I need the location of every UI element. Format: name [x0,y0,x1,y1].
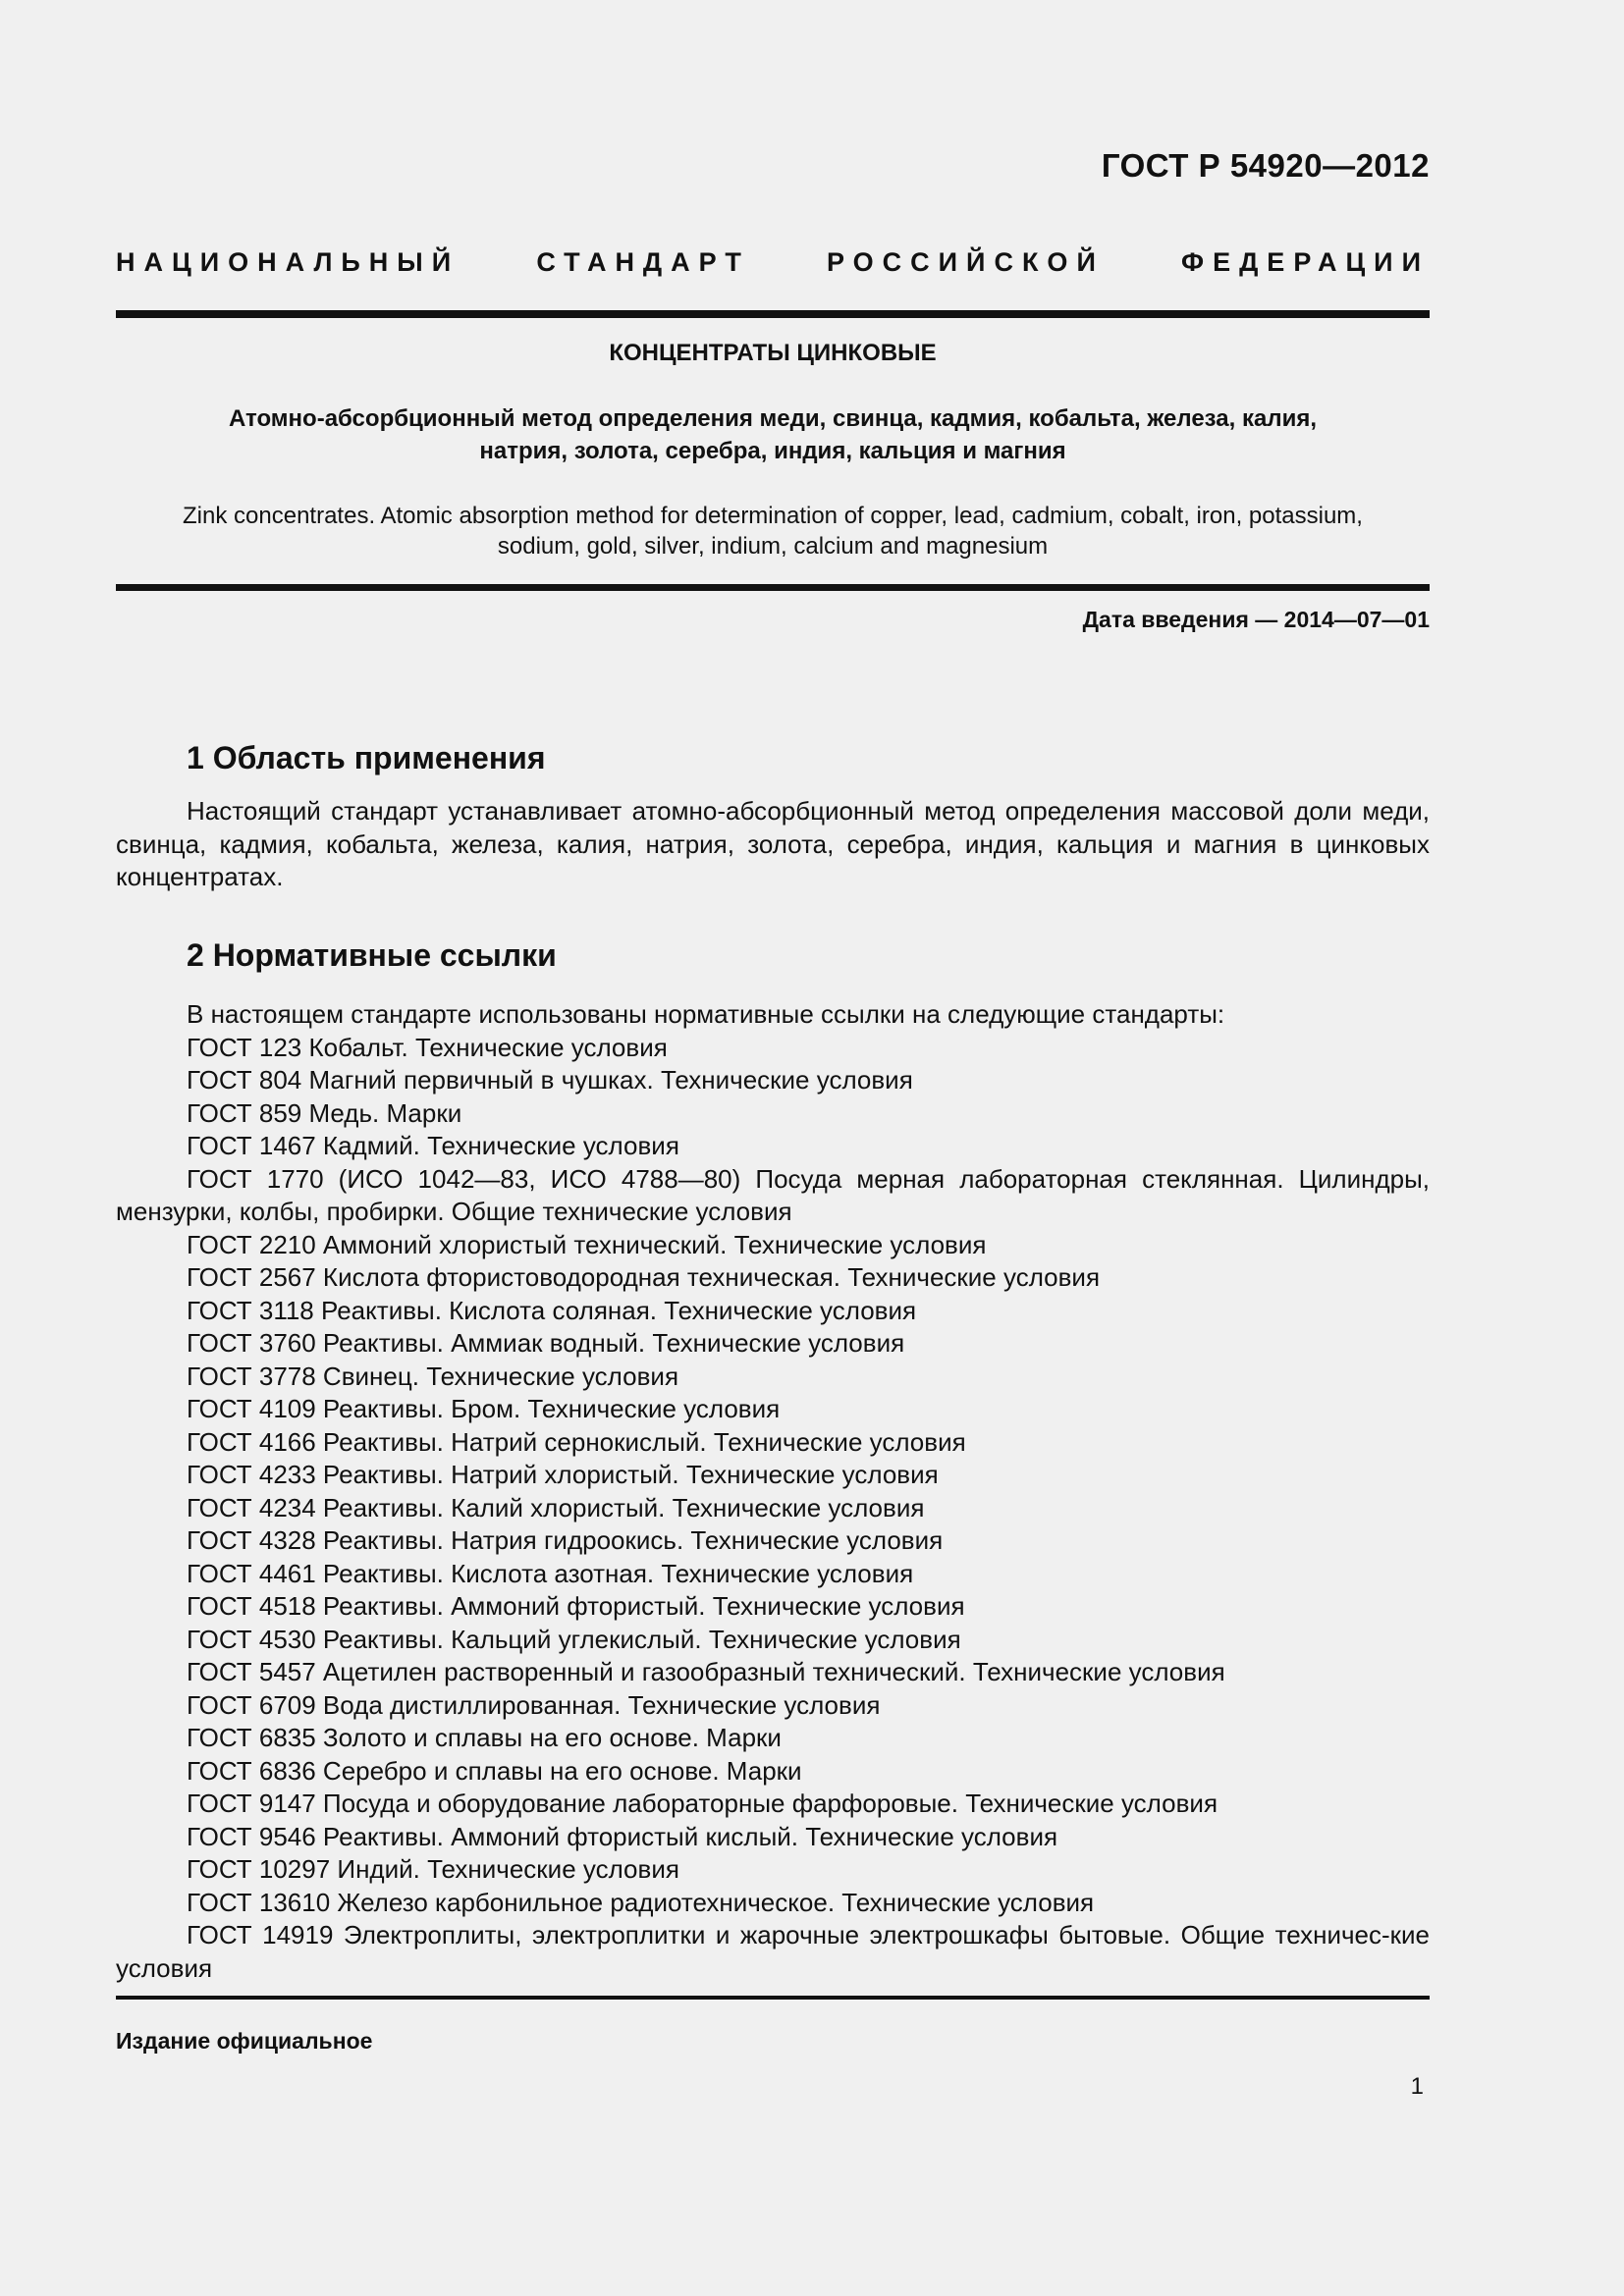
reference-item: ГОСТ 10297 Индий. Технические условия [187,1854,679,1884]
reference-item: ГОСТ 4109 Реактивы. Бром. Технические условия [187,1394,781,1423]
reference-item: ГОСТ 9147 Посуда и оборудование лабораторные фарфоровые. Технические условия [187,1789,1218,1818]
references-intro: В настоящем стандарте использованы нормативные ссылки на следующие стандарты: [187,999,1225,1029]
subtitle-russian-line-1: Атомно-абсорбционный метод определения меди, свинца, кадмия, кобальта, железа, калия, [229,405,1317,432]
national-standard-banner: НАЦИОНАЛЬНЫЙ СТАНДАРТ РОССИЙСКОЙ ФЕДЕРАЦИИ [116,247,1430,277]
section-1-heading: 1 Область применения [187,740,546,775]
subtitle-english-line-2: sodium, gold, silver, indium, calcium and magnesium [497,533,1049,560]
subtitle-russian [116,402,1430,467]
reference-item: ГОСТ 9546 Реактивы. Аммоний фтористый кислый. Технические условия [187,1821,1058,1851]
reference-item: ГОСТ 3778 Свинец. Технические условия [187,1361,679,1391]
official-edition-label: Издание официальное [116,2028,373,2054]
subtitle-english-line-1: Zink concentrates. Atomic absorption method for determination of copper, lead, cadmium, cobalt, iron, potassium, [183,503,1363,529]
middle-rule [116,584,1430,591]
reference-item: ГОСТ 859 Медь. Марки [187,1097,462,1128]
reference-item: ГОСТ 1770 (ИСО 1042—83, ИСО 4788—80) Посуда мерная лабораторная стеклянная. Цилиндры, мензурки, колбы, пробирки. Общие технические условия [116,1163,1430,1226]
reference-item: ГОСТ 14919 Электроплиты, электроплитки и жарочные электрошкафы бытовые. Общие техничес-кие условия [116,1920,1430,1983]
reference-item: ГОСТ 6709 Вода дистиллированная. Технические условия [187,1689,881,1720]
reference-item: ГОСТ 5457 Ацетилен растворенный и газообразный технический. Технические условия [187,1657,1225,1686]
reference-item: ГОСТ 4461 Реактивы. Кислота азотная. Технические условия [187,1558,914,1588]
reference-item: ГОСТ 6835 Золото и сплавы на его основе. Марки [187,1723,782,1752]
reference-item: ГОСТ 13610 Железо карбонильное радиотехническое. Технические условия [187,1887,1095,1917]
section-1-text: Настоящий стандарт устанавливает атомно-абсорбционный метод определения массовой доли меди, свинца, кадмия, кобальта, железа, калия, натрия, золота, серебра, индия, кальция и магния в цинковых концентратах. [116,796,1430,891]
page-number: 1 [1410,2073,1424,2100]
reference-item: ГОСТ 2567 Кислота фтористоводородная техническая. Технические условия [187,1262,1101,1292]
introduction-date: Дата введения — 2014—07—01 [1082,607,1430,632]
reference-item: ГОСТ 3760 Реактивы. Аммиак водный. Технические условия [187,1328,905,1358]
bottom-rule [116,1996,1430,2000]
document-page [116,0,1430,2296]
reference-item: ГОСТ 4166 Реактивы. Натрий сернокислый. Технические условия [187,1426,966,1457]
reference-item: ГОСТ 1467 Кадмий. Технические условия [187,1131,679,1160]
top-rule [116,310,1430,318]
reference-item: ГОСТ 2210 Аммоний хлористый технический. Технические условия [187,1229,987,1259]
reference-item: ГОСТ 4328 Реактивы. Натрия гидроокись. Технические условия [187,1525,944,1555]
reference-item: ГОСТ 804 Магний первичный в чушках. Технические условия [187,1065,913,1095]
normative-references [116,998,1430,1985]
reference-item: ГОСТ 4233 Реактивы. Натрий хлористый. Технические условия [187,1460,939,1489]
reference-item: ГОСТ 3118 Реактивы. Кислота соляная. Технические условия [187,1295,917,1325]
subtitle-russian-line-2: натрия, золота, серебра, индия, кальция и магния [479,438,1066,464]
subtitle-english [116,501,1430,561]
reference-item: ГОСТ 4530 Реактивы. Кальций углекислый. Технические условия [187,1624,961,1654]
reference-item: ГОСТ 123 Кобальт. Технические условия [187,1032,668,1062]
reference-item: ГОСТ 4234 Реактивы. Калий хлористый. Технические условия [187,1492,925,1522]
doc-number: ГОСТ Р 54920—2012 [1101,147,1430,184]
reference-item: ГОСТ 6836 Серебро и сплавы на его основе. Марки [187,1755,802,1786]
section-2-heading: 2 Нормативные ссылки [187,937,557,973]
reference-item: ГОСТ 4518 Реактивы. Аммоний фтористый. Технические условия [187,1591,965,1621]
document-title: КОНЦЕНТРАТЫ ЦИНКОВЫЕ [609,340,937,366]
